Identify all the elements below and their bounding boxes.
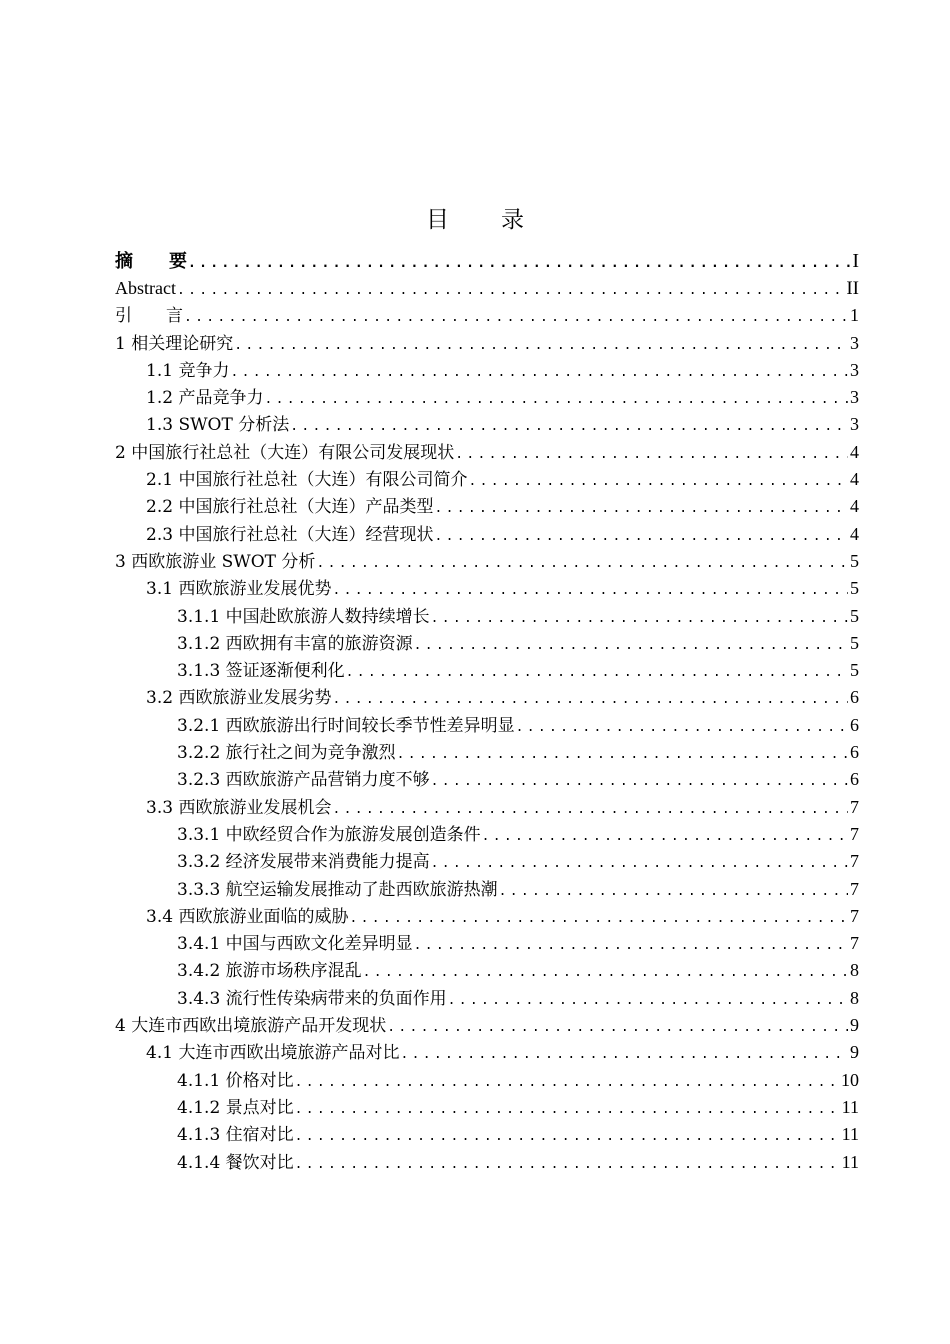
dot-leader [187, 250, 850, 277]
toc-entry-label: 1 相关理论研究 [115, 333, 234, 354]
toc-entry[interactable] [115, 821, 859, 848]
table-of-contents [115, 248, 859, 1176]
toc-entry-label: 3.1.3 签证逐渐便利化 [177, 661, 345, 682]
toc-entry-label: 3.2.3 西欧旅游产品营销力度不够 [177, 770, 430, 791]
toc-entry-label: 4 大连市西欧出境旅游产品开发现状 [115, 1016, 387, 1037]
toc-entry-label: 3.4.3 流行性传染病带来的负面作用 [177, 988, 447, 1009]
toc-entry-label: 4.1.1 价格对比 [177, 1070, 294, 1091]
toc-entry-page-number: 5 [850, 660, 859, 681]
toc-entry-page-number: 6 [850, 742, 859, 763]
toc-entry-page-number: 5 [850, 632, 859, 653]
toc-entry-label: 3.4.2 旅游市场秩序混乱 [177, 961, 362, 982]
toc-entry-page-number: 7 [850, 905, 859, 926]
toc-entry-page-number: 3 [850, 414, 859, 435]
toc-entry[interactable] [115, 1149, 859, 1176]
toc-entry-page-number: 11 [841, 1151, 859, 1172]
toc-entry[interactable] [115, 876, 859, 903]
page-title [0, 204, 950, 236]
toc-entry-page-number: 1 [850, 305, 859, 326]
dot-leader [433, 523, 848, 550]
toc-entry[interactable] [115, 848, 859, 875]
toc-entry-page-number: 6 [850, 714, 859, 735]
toc-entry-label: 3.2.1 西欧旅游出行时间较长季节性差异明显 [177, 715, 515, 736]
toc-entry[interactable] [115, 411, 859, 438]
toc-entry-label: 2.3 中国旅行社总社（大连）经营现状 [146, 524, 434, 545]
toc-entry[interactable] [115, 957, 859, 984]
toc-entry-page-number: 3 [850, 359, 859, 380]
toc-entry-page-number: 9 [850, 1042, 859, 1063]
toc-entry[interactable] [115, 766, 859, 793]
toc-entry[interactable] [115, 903, 859, 930]
toc-entry[interactable] [115, 930, 859, 957]
toc-entry-label: 3.3.1 中欧经贸合作为旅游发展创造条件 [177, 824, 481, 845]
toc-entry-page-number: 6 [850, 687, 859, 708]
title-char-2: 录 [501, 207, 524, 233]
toc-entry-page-number: 7 [850, 878, 859, 899]
toc-entry-label: 3.2.2 旅行社之间为竞争激烈 [177, 743, 396, 764]
toc-entry-label: 3.4.1 中国与西欧文化差异明显 [177, 934, 413, 955]
dot-leader [515, 714, 848, 741]
toc-entry[interactable] [115, 275, 859, 302]
toc-entry[interactable] [115, 657, 859, 684]
toc-entry[interactable] [115, 548, 859, 575]
toc-entry[interactable] [115, 575, 859, 602]
toc-entry-label: 引 言 [115, 306, 183, 327]
dot-leader [362, 959, 848, 986]
toc-entry-label: 3 西欧旅游业 SWOT 分析 [115, 551, 316, 572]
dot-leader [183, 304, 848, 331]
dot-leader [481, 823, 848, 850]
toc-entry[interactable] [115, 1094, 859, 1121]
toc-entry-label: 3.4 西欧旅游业面临的威胁 [146, 906, 349, 927]
toc-entry-label: 3.3.3 航空运输发展推动了赴西欧旅游热潮 [177, 879, 498, 900]
toc-entry-label: 3.1 西欧旅游业发展优势 [146, 579, 332, 600]
toc-entry-page-number: 4 [850, 441, 859, 462]
dot-leader [433, 495, 848, 522]
dot-leader [498, 878, 848, 905]
toc-entry-label: 1.2 产品竞争力 [146, 388, 264, 409]
dot-leader [294, 1151, 840, 1178]
toc-entry-label: 4.1 大连市西欧出境旅游产品对比 [146, 1043, 400, 1064]
toc-entry-page-number: 5 [850, 550, 859, 571]
toc-entry[interactable] [115, 1039, 859, 1066]
toc-entry-label: 4.1.3 住宿对比 [177, 1125, 294, 1146]
dot-leader [396, 741, 848, 768]
toc-entry-label: Abstract [115, 278, 176, 298]
toc-entry-page-number: II [846, 278, 859, 299]
toc-entry-page-number: 6 [850, 769, 859, 790]
dot-leader [233, 332, 848, 359]
toc-entry[interactable] [115, 466, 859, 493]
toc-entry-page-number: 5 [850, 605, 859, 626]
toc-entry[interactable] [115, 302, 859, 329]
dot-leader [331, 577, 848, 604]
toc-entry[interactable] [115, 794, 859, 821]
dot-leader [413, 932, 848, 959]
toc-entry-page-number: 7 [850, 796, 859, 817]
toc-entry-page-number: 3 [850, 387, 859, 408]
toc-entry-page-number: 11 [841, 1096, 859, 1117]
toc-entry[interactable] [115, 1121, 859, 1148]
toc-entry[interactable] [115, 330, 859, 357]
toc-entry-page-number: 10 [841, 1069, 859, 1090]
toc-entry[interactable] [115, 384, 859, 411]
toc-entry-label: 4.1.4 餐饮对比 [177, 1152, 294, 1173]
toc-entry-label: 1.3 SWOT 分析法 [146, 415, 290, 436]
dot-leader [430, 605, 848, 632]
toc-entry[interactable] [115, 493, 859, 520]
dot-leader [289, 413, 848, 440]
toc-entry-page-number: 11 [841, 1124, 859, 1145]
toc-entry-page-number: 7 [850, 823, 859, 844]
dot-leader [176, 277, 844, 304]
toc-entry[interactable] [115, 521, 859, 548]
dot-leader [430, 768, 848, 795]
dot-leader [399, 1041, 848, 1068]
toc-entry-page-number: 7 [850, 933, 859, 954]
dot-leader [294, 1096, 840, 1123]
toc-entry-page-number: 4 [850, 523, 859, 544]
dot-leader [467, 468, 848, 495]
toc-entry-page-number: 3 [850, 332, 859, 353]
toc-entry-page-number: 4 [850, 469, 859, 490]
dot-leader [430, 850, 848, 877]
toc-entry-label: 4.1.2 景点对比 [177, 1097, 294, 1118]
toc-entry-label: 2.1 中国旅行社总社（大连）有限公司简介 [146, 470, 468, 491]
toc-entry-label: 2 中国旅行社总社（大连）有限公司发展现状 [115, 442, 455, 463]
dot-leader [345, 659, 848, 686]
toc-entry[interactable] [115, 1067, 859, 1094]
dot-leader [315, 550, 848, 577]
dot-leader [331, 796, 848, 823]
toc-entry[interactable] [115, 712, 859, 739]
dot-leader [263, 386, 848, 413]
dot-leader [348, 905, 848, 932]
toc-entry[interactable] [115, 684, 859, 711]
toc-entry[interactable] [115, 1012, 859, 1039]
dot-leader [229, 359, 848, 386]
toc-entry-page-number: 8 [850, 960, 859, 981]
dot-leader [386, 1014, 848, 1041]
toc-entry-label: 摘 要 [115, 251, 187, 272]
toc-entry-label: 1.1 竞争力 [146, 360, 230, 381]
toc-entry-page-number: 4 [850, 496, 859, 517]
dot-leader [454, 441, 848, 468]
toc-entry[interactable] [115, 985, 859, 1012]
toc-entry-label: 3.1.2 西欧拥有丰富的旅游资源 [177, 633, 413, 654]
toc-entry[interactable] [115, 357, 859, 384]
dot-leader [447, 987, 848, 1014]
toc-entry-label: 3.2 西欧旅游业发展劣势 [146, 688, 332, 709]
toc-entry-label: 3.3.2 经济发展带来消费能力提高 [177, 852, 430, 873]
toc-entry-label: 2.2 中国旅行社总社（大连）产品类型 [146, 497, 434, 518]
toc-entry[interactable] [115, 603, 859, 630]
dot-leader [413, 632, 848, 659]
toc-entry[interactable] [115, 439, 859, 466]
toc-entry[interactable] [115, 630, 859, 657]
title-char-1: 目 [426, 207, 449, 233]
dot-leader [331, 686, 848, 713]
dot-leader [294, 1069, 839, 1096]
dot-leader [294, 1123, 840, 1150]
toc-entry[interactable] [115, 739, 859, 766]
toc-entry-page-number: 7 [850, 851, 859, 872]
toc-entry-label: 3.3 西欧旅游业发展机会 [146, 797, 332, 818]
toc-entry-page-number: 9 [850, 1015, 859, 1036]
toc-entry[interactable] [115, 248, 859, 275]
toc-entry-page-number: 5 [850, 578, 859, 599]
toc-entry-label: 3.1.1 中国赴欧旅游人数持续增长 [177, 606, 430, 627]
toc-entry-page-number: I [852, 250, 859, 272]
toc-entry-page-number: 8 [850, 987, 859, 1008]
